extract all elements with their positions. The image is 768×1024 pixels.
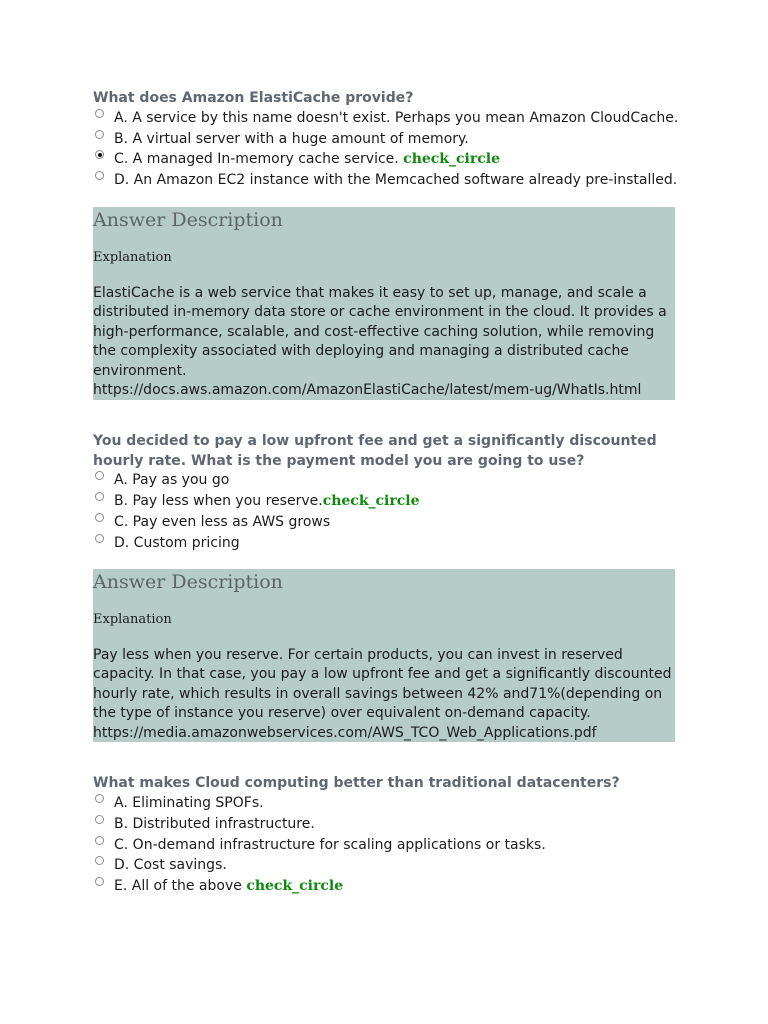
check-circle-icon: check_circle	[322, 493, 420, 509]
answer-title: Answer Description	[93, 571, 283, 593]
reference-link[interactable]: https://media.amazonwebservices.com/AWS_TCO_Web_Applications.pdf	[93, 724, 597, 741]
question-2-text: You decided to pay a low upfront fee and get a significantly discounted hourly rate. What is the payment model you are going to use?	[93, 433, 657, 469]
radio-button-selected[interactable]	[95, 150, 104, 159]
check-circle-icon: check_circle	[403, 151, 500, 167]
option-label: B. Distributed infrastructure.	[114, 816, 315, 832]
option-label: D. An Amazon EC2 instance with the Memcached software already pre-installed.	[114, 172, 678, 188]
radio-button[interactable]	[95, 471, 104, 480]
option-label: E. All of the above	[114, 878, 242, 894]
option-label: C. On-demand infrastructure for scaling applications or tasks.	[114, 837, 546, 853]
reference-link[interactable]: https://docs.aws.amazon.com/AmazonElastiCache/latest/mem-ug/WhatIs.html	[93, 382, 642, 399]
answer-title: Answer Description	[93, 209, 283, 231]
explanation-heading: Explanation	[93, 250, 172, 265]
explanation-body	[93, 646, 675, 743]
question-1-text: What does Amazon ElastiCache provide?	[93, 90, 414, 106]
radio-button[interactable]	[95, 794, 104, 803]
explanation-heading: Explanation	[93, 612, 172, 627]
answer-description-panel	[93, 207, 675, 400]
radio-button[interactable]	[95, 856, 104, 865]
option-label: D. Custom pricing	[114, 535, 240, 551]
radio-button[interactable]	[95, 109, 104, 118]
option-label: C. A managed In-memory cache service.	[114, 151, 399, 167]
option-label: A. A service by this name doesn't exist. Perhaps you mean Amazon CloudCache.	[114, 110, 679, 126]
option-label: A. Eliminating SPOFs.	[114, 795, 264, 811]
question-3-text: What makes Cloud computing better than traditional datacenters?	[93, 775, 620, 791]
radio-button[interactable]	[95, 513, 104, 522]
check-circle-icon: check_circle	[246, 878, 344, 894]
explanation-text: ElastiCache is a web service that makes it easy to set up, manage, and scale a distributed in-memory data store or cache environment in the cloud. It provides a high-performance, scalable, and cost-effective caching solution, while removing the complexity associated with deploying and managing a distributed cache environment.	[93, 285, 667, 379]
radio-button[interactable]	[95, 130, 104, 139]
radio-button[interactable]	[95, 815, 104, 824]
radio-button[interactable]	[95, 836, 104, 845]
option-label: B. Pay less when you reserve.	[114, 493, 323, 509]
option-label: A. Pay as you go	[114, 472, 230, 488]
explanation-body	[93, 284, 675, 400]
answer-description-panel	[93, 569, 675, 742]
radio-button[interactable]	[95, 492, 104, 501]
explanation-text: Pay less when you reserve. For certain products, you can invest in reserved capacity. In that case, you pay a low upfront fee and get a significantly discounted hourly rate, which results in overall savings between 42% and71%(depending on the type of instance you reserve) over equivalent on-demand capacity.	[93, 647, 672, 722]
radio-button[interactable]	[95, 171, 104, 180]
radio-button[interactable]	[95, 534, 104, 543]
radio-button[interactable]	[95, 877, 104, 886]
option-label: B. A virtual server with a huge amount of memory.	[114, 131, 469, 147]
option-label: D. Cost savings.	[114, 857, 227, 873]
option-label: C. Pay even less as AWS grows	[114, 514, 331, 530]
